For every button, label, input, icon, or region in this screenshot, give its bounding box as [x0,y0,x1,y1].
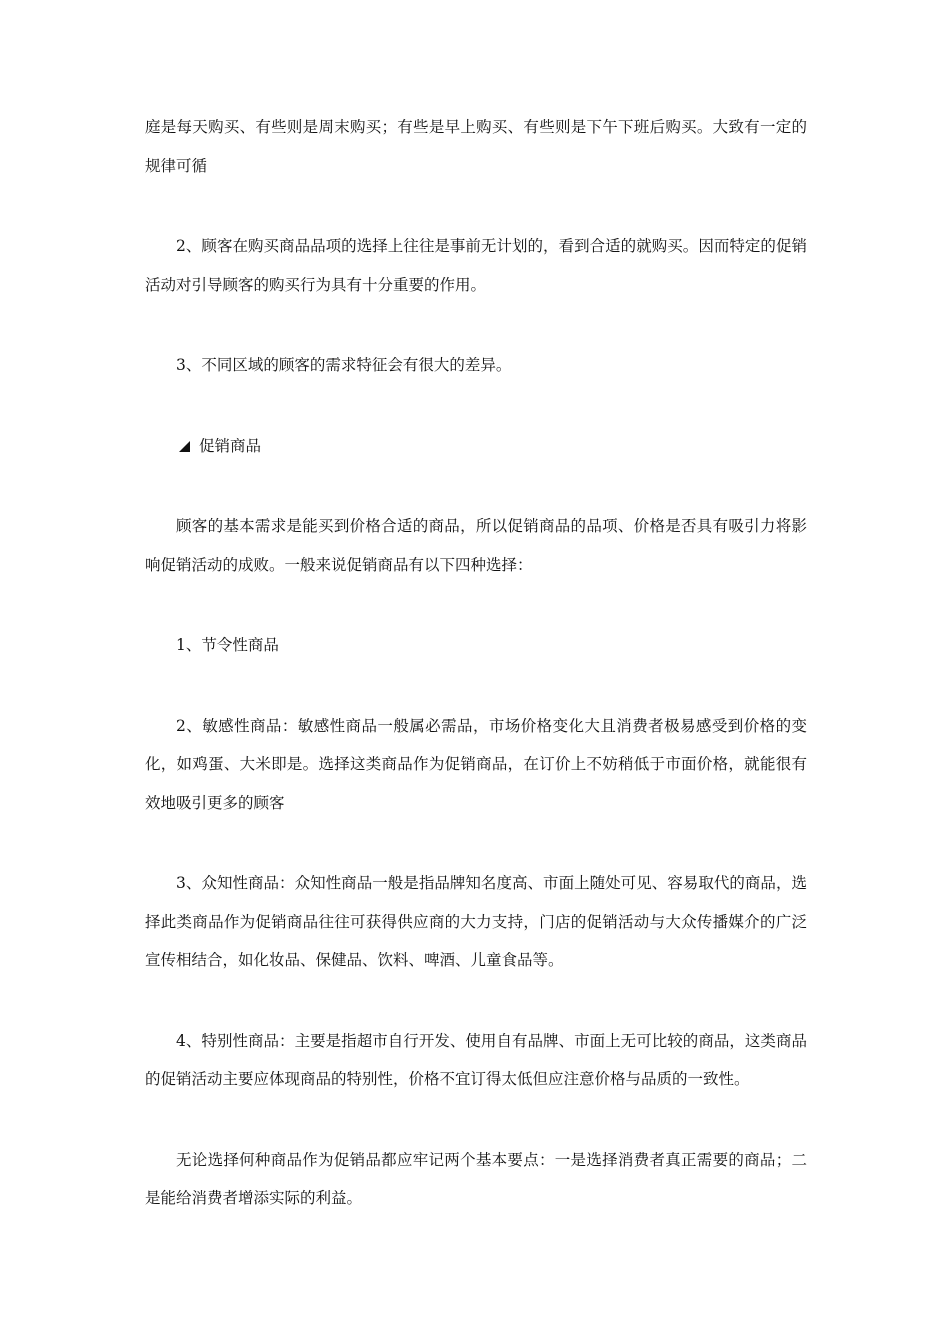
list-item-sensitive: 2、敏感性商品：敏感性商品一般属必需品，市场价格变化大且消费者极易感受到价格的变化，如鸡蛋、大米即是。选择这类商品作为促销商品，在订价上不妨稍低于市面价格，就能很有效地吸引更多的顾客 [145,716,807,812]
list-item-seasonal: 1、节令性商品 [176,636,279,654]
paragraph-item-2: 2、顾客在购买商品品项的选择上往往是事前无计划的，看到合适的就购买。因而特定的促销活动对引导顾客的购买行为具有十分重要的作用。 [145,237,807,294]
section-heading-text: 促销商品 [199,436,262,455]
continued-paragraph: 庭是每天购买、有些则是周末购买；有些是早上购买、有些则是下午下班后购买。大致有一定的规律可循 [145,118,807,175]
list-item-well-known: 3、众知性商品：众知性商品一般是指品牌知名度高、市面上随处可见、容易取代的商品，选择此类商品作为促销商品往往可获得供应商的大力支持，门店的促销活动与大众传播媒介的广泛宣传相结合，如化妆品、保健品、饮料、啤酒、儿童食品等。 [145,874,807,969]
paragraph-item-3: 3、不同区域的顾客的需求特征会有很大的差异。 [176,356,512,374]
summary-paragraph: 无论选择何种商品作为促销品都应牢记两个基本要点：一是选择消费者真正需要的商品；二是能给消费者增添实际的利益。 [145,1150,807,1207]
intro-paragraph: 顾客的基本需求是能买到价格合适的商品，所以促销商品的品项、价格是否具有吸引力将影响促销活动的成败。一般来说促销商品有以下四种选择： [145,517,807,574]
section-heading [145,427,807,466]
document-page [145,108,807,1260]
triangle-icon [179,441,190,452]
list-item-special: 4、特别性商品：主要是指超市自行开发、使用自有品牌、市面上无可比较的商品，这类商品的促销活动主要应体现商品的特别性，价格不宜订得太低但应注意价格与品质的一致性。 [145,1031,807,1088]
